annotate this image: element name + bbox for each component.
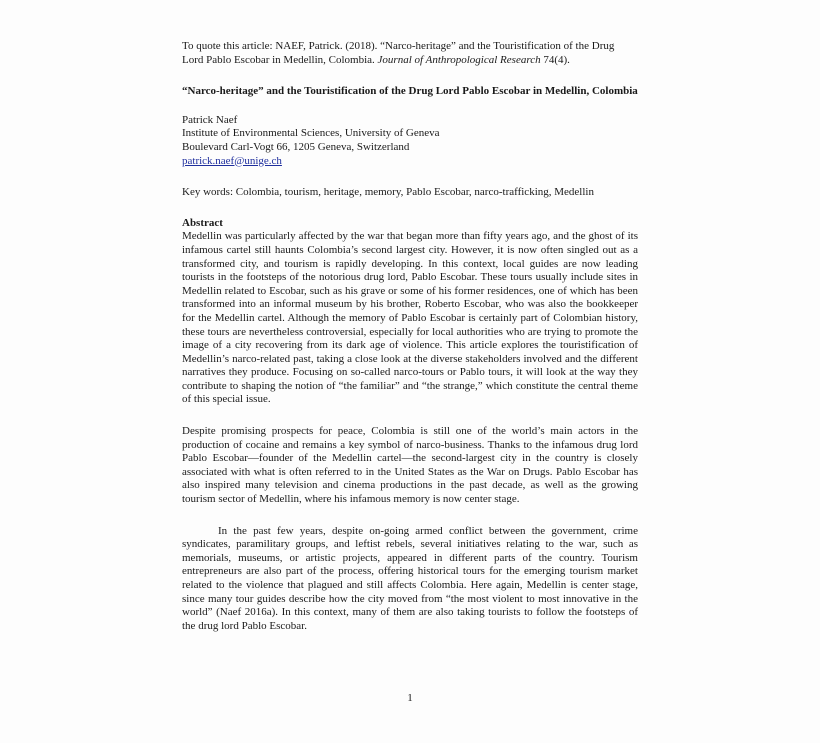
author-email-link[interactable]: patrick.naef@unige.ch — [182, 154, 282, 167]
author-institute: Institute of Environmental Sciences, University of Geneva — [182, 127, 440, 140]
author-name: Patrick Naef — [182, 113, 238, 126]
journal-volume: 74(4). — [540, 53, 570, 66]
citation-text: To quote this article: NAEF, Patrick. (2018). “Narco-heritage” and the Touristification of the Drug Lord Pablo Escobar in Medellin, Colombia. — [182, 40, 615, 66]
citation-note — [182, 40, 638, 67]
body-paragraph: Despite promising prospects for peace, Colombia is still one of the world’s main actors in the production of cocaine and remains a key symbol of narco-business. Thanks to the infamous drug lord Pablo Escobar—founder of the Medellin cartel—the second-largest city in the country is closely associated with what is often referred to in the United States as the War on Drugs. Pablo Escobar has also inspired many television and cinema productions in the past decade, as well as the growing tourism sector of Medellin, where his infamous memory is now center stage. — [182, 425, 638, 506]
author-address: Boulevard Carl-Vogt 66, 1205 Geneva, Switzerland — [182, 140, 410, 153]
author-block — [182, 114, 638, 168]
article-title: “Narco-heritage” and the Touristification of the Drug Lord Pablo Escobar in Medellin, Colombia — [182, 85, 638, 98]
abstract-body: Medellin was particularly affected by the war that began more than fifty years ago, and the ghost of its infamous cartel still haunts Colombia’s second largest city. However, it is now often singled out as a transformed city, and tourism is rapidly developing. In this context, local guides are now leading tourists in the footsteps of the notorious drug lord, Pablo Escobar. These tours usually include sites in Medellin related to Escobar, such as his grave or some of his former residences, one of which has been transformed into an informal museum by his brother, Roberto Escobar, who was also the bookkeeper for the Medellin cartel. Although the memory of Pablo Escobar is certainly part of Colombian history, these tours are nevertheless controversial, especially for local authorities who are trying to promote the image of a city recovering from its dark age of violence. This article explores the touristification of Medellin’s narco-related past, taking a close look at the diverse stakeholders involved and the different narratives they produce. Focusing on so-called narco-tours or Pablo tours, it will look at the way they contribute to shaping the notion of “the familiar” and “the strange,” which constitute the central theme of this special issue. — [182, 230, 638, 406]
page-number: 1 — [407, 692, 413, 704]
body-paragraph: In the past few years, despite on-going armed conflict between the government, crime syndicates, paramilitary groups, and leftist rebels, several initiatives relating to the war, such as memorials, museums, or artistic projects, appeared in different parts of the country. Tourism entrepreneurs are also part of the process, offering historical tours for the emerging tourism market related to the violence that plagued and still affects Colombia. Here again, Medellin is center stage, since many tour guides describe how the city moved from “the most violent to most innovative in the world” (Naef 2016a). In this context, many of them are also taking tourists to follow the footsteps of the drug lord Pablo Escobar. — [182, 524, 638, 632]
keywords: Key words: Colombia, tourism, heritage, memory, Pablo Escobar, narco-trafficking, Medellin — [182, 186, 594, 199]
page-content — [182, 40, 638, 633]
journal-name: Journal of Anthropological Research — [377, 53, 541, 66]
abstract-heading: Abstract — [182, 216, 223, 229]
